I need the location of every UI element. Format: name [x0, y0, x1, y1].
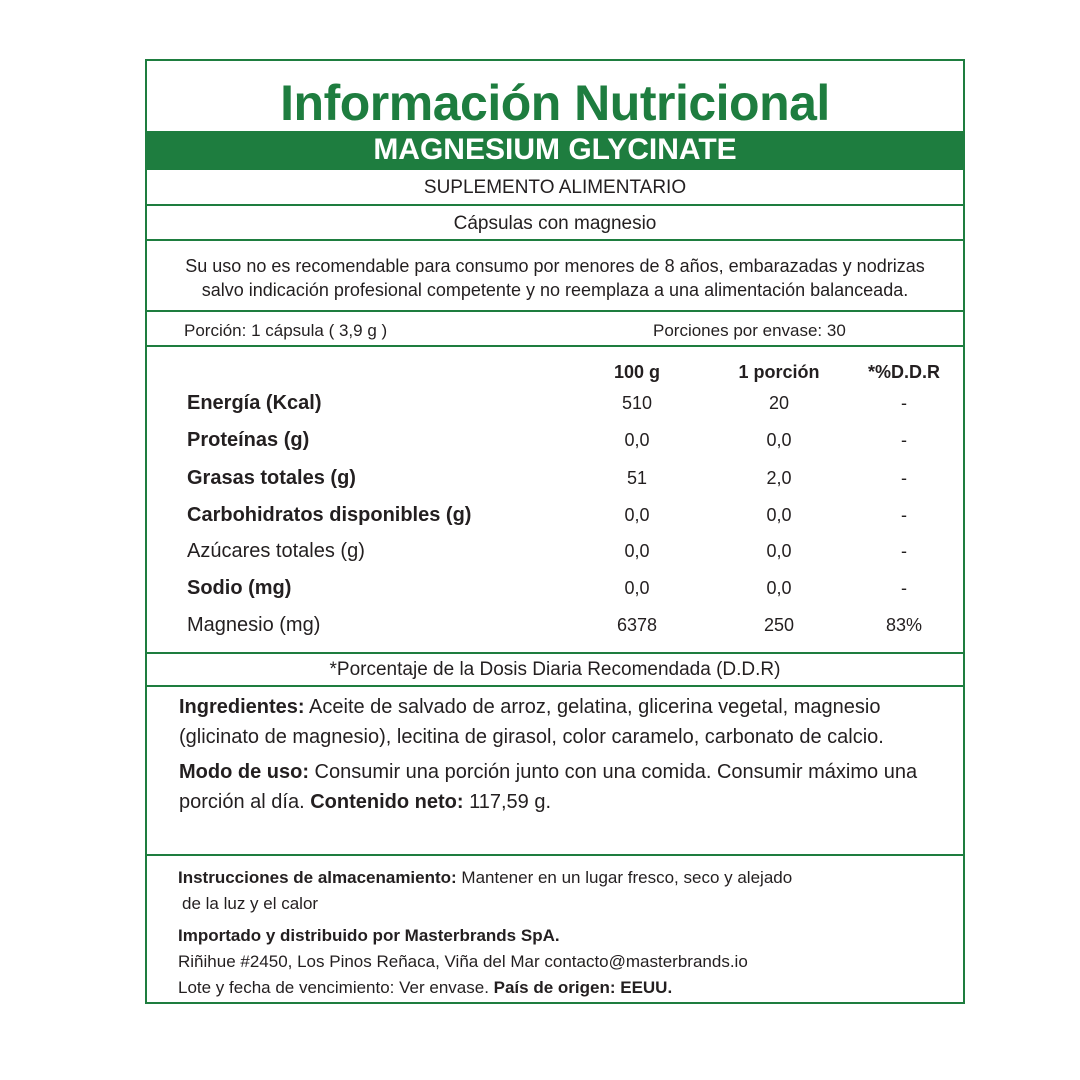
- net-content-label: Contenido neto:: [310, 791, 464, 813]
- country-of-origin: País de origen: EEUU.: [493, 978, 673, 997]
- lot-line: [178, 975, 951, 1001]
- table-row: [147, 576, 963, 613]
- nutrient-name: Carbohidratos disponibles (g): [187, 504, 472, 526]
- product-description: Cápsulas con magnesio: [147, 204, 963, 239]
- storage-label: Instrucciones de almacenamiento:: [178, 868, 457, 887]
- storage-text-continued: de la luz y el calor: [182, 894, 319, 913]
- nutrition-table: [147, 345, 963, 652]
- table-row: [147, 539, 963, 576]
- warning-line-2: salvo indicación profesional competente y no reemplaza a una alimentación balanceada.: [201, 280, 909, 300]
- table-row: [147, 503, 963, 540]
- value-100g: 6378: [616, 615, 658, 635]
- portions-per-container: Porciones por envase: 30: [653, 321, 846, 340]
- serving-info: [147, 310, 963, 345]
- value-portion: 0,0: [766, 541, 792, 561]
- column-header-ddr: *%D.D.R: [867, 362, 940, 382]
- ingredients-paragraph: [179, 692, 959, 752]
- column-header-100g: 100 g: [613, 362, 661, 382]
- lot-text: Lote y fecha de vencimiento: Ver envase.: [178, 978, 494, 997]
- column-header-portion: 1 porción: [738, 362, 820, 382]
- value-ddr: -: [901, 541, 907, 561]
- value-ddr: -: [901, 468, 907, 488]
- usage-warning: [147, 239, 963, 310]
- portion-size: Porción: 1 cápsula ( 3,9 g ): [184, 321, 388, 340]
- value-ddr: 83%: [885, 615, 923, 635]
- ddr-footnote: *Porcentaje de la Dosis Diaria Recomendada (D.D.R): [147, 652, 963, 685]
- storage-instructions: [178, 865, 951, 891]
- net-content-value: 117,59 g.: [463, 791, 551, 813]
- value-ddr: -: [901, 393, 907, 413]
- value-portion: 20: [768, 393, 790, 413]
- ingredients-text: Aceite de salvado de arroz, gelatina, glicerina vegetal, magnesio (glicinato de magnesio), lecitina de girasol, color caramelo, carbonato de calcio.: [179, 696, 884, 748]
- nutrient-name: Grasas totales (g): [187, 467, 356, 489]
- product-name-banner: MAGNESIUM GLYCINATE: [147, 131, 963, 168]
- product-category: SUPLEMENTO ALIMENTARIO: [147, 168, 963, 204]
- value-portion: 0,0: [766, 430, 792, 450]
- nutrient-name: Magnesio (mg): [187, 614, 321, 636]
- usage-label: Modo de uso:: [179, 761, 309, 783]
- value-portion: 250: [763, 615, 795, 635]
- storage-section: [147, 854, 963, 1001]
- usage-text: Consumir una porción junto con una comida. Consumir máximo una porción al día.: [179, 761, 918, 813]
- nutrient-name: Proteínas (g): [187, 429, 310, 451]
- storage-text: Mantener en un lugar fresco, seco y alejado: [456, 868, 793, 887]
- table-row: [147, 613, 963, 650]
- label-title: Información Nutricional: [280, 75, 830, 131]
- warning-line-1: Su uso no es recomendable para consumo por menores de 8 años, embarazadas y nodrizas: [185, 256, 925, 276]
- value-ddr: -: [901, 578, 907, 598]
- value-portion: 0,0: [766, 578, 792, 598]
- nutrient-name: Sodio (mg): [187, 577, 292, 599]
- value-portion: 0,0: [766, 505, 792, 525]
- value-ddr: -: [901, 430, 907, 450]
- value-100g: 0,0: [624, 578, 650, 598]
- ingredients-label: Ingredientes:: [179, 696, 305, 718]
- value-100g: 0,0: [624, 430, 650, 450]
- usage-paragraph: [179, 757, 959, 817]
- table-row: [147, 466, 963, 503]
- value-100g: 510: [621, 393, 653, 413]
- value-100g: 0,0: [624, 505, 650, 525]
- value-ddr: -: [901, 505, 907, 525]
- value-100g: 0,0: [624, 541, 650, 561]
- nutrient-name: Azúcares totales (g): [187, 540, 365, 562]
- address-line: Riñihue #2450, Los Pinos Reñaca, Viña del Mar contacto@masterbrands.io: [178, 952, 748, 971]
- importer-text: Importado y distribuido por Masterbrands SpA.: [178, 926, 560, 945]
- table-row: [147, 428, 963, 465]
- nutrition-label: [145, 59, 965, 1004]
- ingredients-section: [147, 685, 963, 854]
- nutrient-name: Energía (Kcal): [187, 392, 322, 414]
- value-portion: 2,0: [766, 468, 792, 488]
- table-row: [147, 391, 963, 428]
- value-100g: 51: [626, 468, 648, 488]
- importer-line: [178, 923, 951, 949]
